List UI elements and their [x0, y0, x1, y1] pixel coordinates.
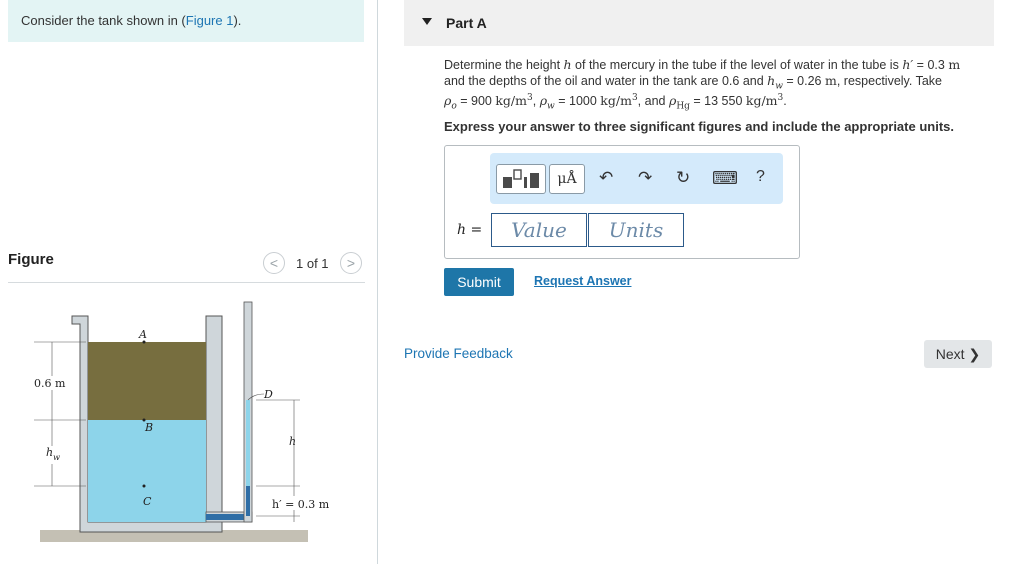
instruction-text: Express your answer to three significant figures and include the appropriate units. [444, 119, 954, 134]
water-column [246, 400, 250, 486]
submit-button[interactable]: Submit [444, 268, 514, 296]
point-c [143, 485, 146, 488]
hw-label: $h_w$ [46, 446, 60, 462]
units-input[interactable]: Units [588, 213, 684, 247]
request-answer-link[interactable]: Request Answer [534, 274, 632, 288]
figure-pager: 1 of 1 [296, 256, 329, 271]
chevron-left-icon: < [263, 252, 285, 274]
reset-icon[interactable]: ↻ [676, 168, 691, 187]
oil-layer [88, 342, 206, 420]
question-line-1: Determine the height h of the mercury in the tube if the level of water in the tube is h′ = 0.3 m [444, 57, 961, 72]
h-label: h [289, 435, 297, 448]
label-a: A [139, 328, 147, 341]
next-label: Next [935, 346, 965, 362]
figure-link[interactable]: Figure 1 [185, 13, 234, 28]
prev-figure-button[interactable] [263, 252, 285, 274]
help-icon[interactable]: ? [756, 168, 765, 185]
caret-down-icon [422, 18, 432, 25]
depth-label: 0.6 m [34, 377, 66, 390]
next-button[interactable] [924, 340, 992, 368]
tank-figure [0, 290, 370, 552]
part-title: Part A [446, 15, 487, 31]
keyboard-icon[interactable]: ⌨ [712, 168, 738, 188]
templates-icon [501, 168, 541, 190]
mercury-connector [206, 514, 246, 520]
hprime-label: h′ = 0.3 m [272, 498, 330, 511]
intro-text: Consider the tank shown in (Figure 1). [21, 13, 242, 28]
panel-divider [377, 0, 378, 564]
redo-icon[interactable]: ↷ [638, 168, 653, 187]
part-a-header[interactable] [404, 0, 994, 46]
provide-feedback-link[interactable]: Provide Feedback [404, 346, 513, 361]
label-c: C [143, 495, 152, 508]
chevron-right-icon: ❯ [968, 345, 981, 362]
units-button[interactable]: μÅ [549, 164, 585, 194]
answer-variable-label: h = [457, 222, 483, 238]
question-line-3: $\rho_o = 900$ $kg/m^3$, $\rho_w = 1000$ $kg/m^3$, and $\rho_{Hg} = 13$ 550 $kg/m^3$. [444, 93, 787, 112]
answer-box [444, 145, 800, 259]
value-input[interactable]: Value [491, 213, 587, 247]
label-d: D [264, 388, 273, 401]
math-toolbar [490, 153, 783, 204]
intro-banner [8, 0, 364, 42]
undo-icon[interactable]: ↶ [599, 168, 614, 187]
figure-divider [8, 282, 365, 283]
chevron-right-icon: > [340, 252, 362, 274]
mercury-column [246, 486, 250, 516]
figure-title: Figure [8, 251, 54, 268]
question-line-2: and the depths of the oil and water in the tank are 0.6 and $h_w = 0.26$ m, respectively. Take [444, 73, 942, 92]
label-b: B [145, 421, 154, 434]
templates-button[interactable] [496, 164, 546, 194]
next-figure-button[interactable] [340, 252, 362, 274]
